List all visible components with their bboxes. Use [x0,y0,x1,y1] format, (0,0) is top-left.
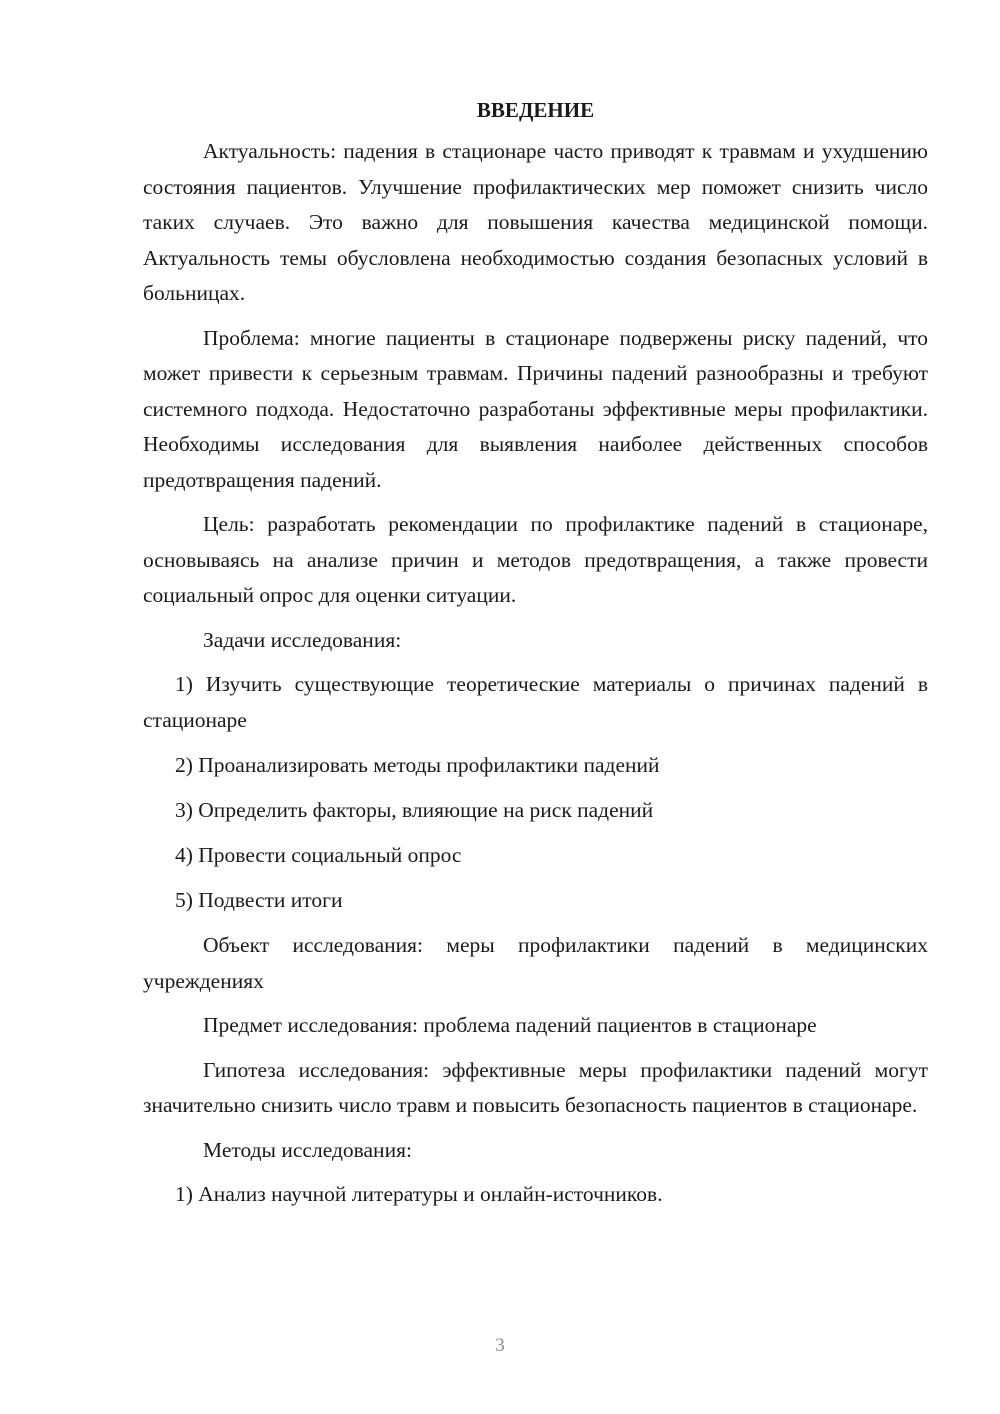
goal-paragraph: Цель: разработать рекомендации по профилактике падений в стационаре, основываясь на анализе причин и методов предотвращения, а также провести социальный опрос для оценки ситуации. [143,512,928,607]
method-item-1: 1) Анализ научной литературы и онлайн-источников. [175,1182,663,1206]
subject-paragraph: Предмет исследования: проблема падений пациентов в стационаре [203,1013,817,1037]
problem-paragraph: Проблема: многие пациенты в стационаре подвержены риску падений, что может привести к серьезным травмам. Причины падений разнообразны и требуют системного подхода. Недостаточно разработаны эффективные меры профилактики. Необходимы исследования для выявления наиболее действенных способов предотвращения падений. [143,325,928,492]
section-title: ВВЕДЕНИЕ [476,98,595,122]
document-page [143,92,928,1222]
task-item-5: 5) Подвести итоги [175,888,343,912]
tasks-heading: Задачи исследования: [203,627,402,652]
relevance-paragraph: Актуальность: падения в стационаре часто приводят к травмам и ухудшению состояния пациентов. Улучшение профилактических мер поможет снизить число таких случаев. Это важно для повышения качества медицинской помощи. Актуальность темы обусловлена необходимостью создания безопасных условий в больницах. [143,139,928,305]
page-number: 3 [495,1335,505,1356]
task-item-2: 2) Проанализировать методы профилактики падений [175,753,660,777]
task-item-1: 1) Изучить существующие теоретические материалы о причинах падений в стационаре [143,672,928,732]
methods-heading: Методы исследования: [203,1137,412,1162]
task-item-4: 4) Провести социальный опрос [175,843,462,867]
hypothesis-paragraph: Гипотеза исследования: эффективные меры профилактики падений могут значительно снизить число травм и повысить безопасность пациентов в стационаре. [143,1057,928,1117]
object-paragraph: Объект исследования: меры профилактики падений в медицинских учреждениях [143,933,928,993]
task-item-3: 3) Определить факторы, влияющие на риск падений [175,798,654,822]
